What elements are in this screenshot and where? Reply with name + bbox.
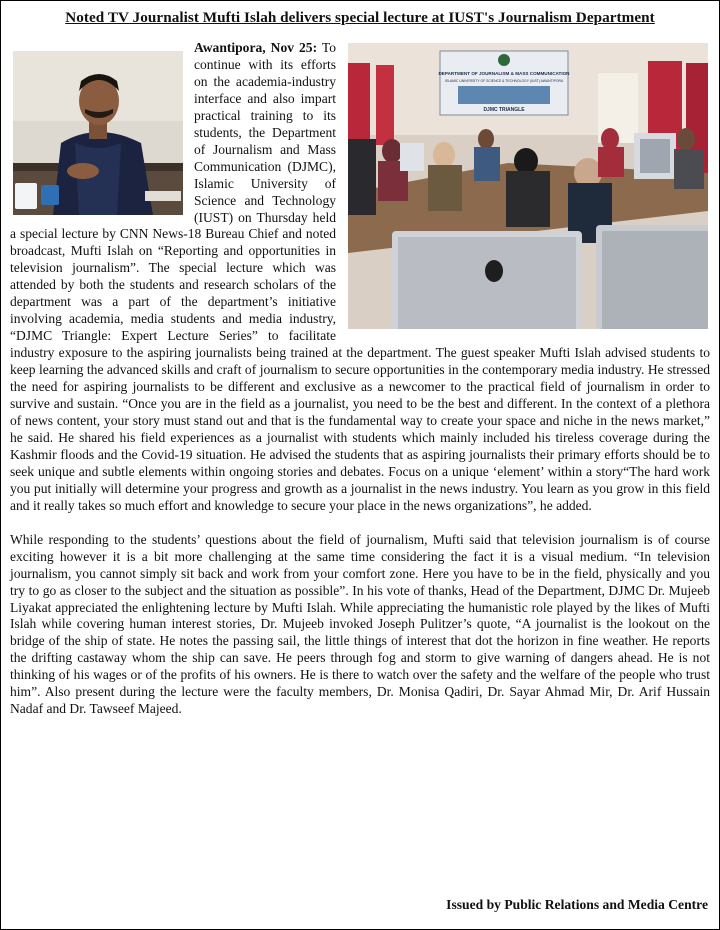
banner-line-3: DJMC TRIANGLE [483, 107, 525, 113]
paragraph-1-text: To continue with its efforts on the academia-industry interface and also impart practical training to its students, the Department of Journalism and Mass Communication (DJMC), Islamic University of Science and Technology (IUST) on Thursday held a special lecture by CNN News-18 Bureau Chief and noted broadcast, Mufti Islah on “Reporting and opportunities in television journalism”. The special lecture which was attended by both the students and research scholars of the department was a part of the department’s initiative involving academia, media students and media industry, “DJMC Triangle: Expert Lecture Series” to facilitate industry exposure to the aspiring journalists being trained at the department. The guest speaker Mufti Islah advised students to keep learning the advanced skills and craft of journalism to secure opportunities in the contemporary media industry. He stressed the need for aspiring journalists to be different and exclusive as a newcomer to the practical field of journalism in order to survive and sustain. “Once you are in the field as a journalist, you need to be the best and different. In the context of a plethora of news content, your story must stand out and that is the fundamental way to create your space and niche in the news market,” he said. He shared his field experiences as a journalist with students which mainly included his tireless coverage during the Kashmir floods and the Covid-19 situation. He advised the students that as aspiring journalists their primary efforts should be to seek unique and subtle elements within ongoing stories and debates. Focus on a unique ‘element’ within a story“The hard work you put initially will determine your progress and growth as a journalist in the news industry. You learn as you grow in this field and it really takes so much effort and knowledge to secure your place in the news organizations”, he added. [10, 40, 710, 513]
lecture-photo [348, 43, 708, 329]
issuer-credit: Issued by Public Relations and Media Centre [446, 897, 708, 912]
paragraph-1 [10, 40, 710, 515]
dateline: Awantipora, Nov 25: [194, 40, 318, 55]
paragraph-2: While responding to the students’ questions about the field of journalism, Mufti said that television journalism is of course exciting however it is a bit more challenging at the same time considering the fact it is a visual medium. “In television journalism, you cannot simply sit back and work from your comfort zone. Here you have to be in the field, physically and you try to go as closer to the subject and the situation as possible”. In his vote of thanks, Head of the Department, DJMC Dr. Mujeeb Liyakat appreciated the enlightening lecture by Mufti Islah. While appreciating the humanistic role played by the likes of Mufti Islah while covering human interest stories, Dr. Mujeeb invoked Joseph Pulitzer’s quote, “A journalist is the lookout on the bridge of the ship of state. He notes the passing sail, the little things of interest that dot the horizon in fine weather. He reports the drifting castaway whom the ship can save. He peers through fog and storm to give warning of dangers ahead. He is not thinking of his wages or of the profits of his owners. He is there to watch over the safety and the welfare of the people who trust him”. Also present during the lecture were the faculty members, Dr. Monisa Qadiri, Dr. Sayar Ahmad Mir, Dr. Arif Hussain Nadaf and Dr. Tawseef Majeed. [10, 531, 710, 717]
speaker-photo [13, 51, 183, 215]
banner-line-1: DEPARTMENT OF JOURNALISM & MASS COMMUNICATION [438, 71, 570, 76]
article-title: Noted TV Journalist Mufti Islah delivers special lecture at IUST's Journalism Department [65, 9, 655, 26]
banner-line-2: ISLAMIC UNIVERSITY OF SCIENCE & TECHNOLOGY (IUST) AWANTIPORA [444, 79, 564, 83]
article-body [10, 40, 710, 718]
